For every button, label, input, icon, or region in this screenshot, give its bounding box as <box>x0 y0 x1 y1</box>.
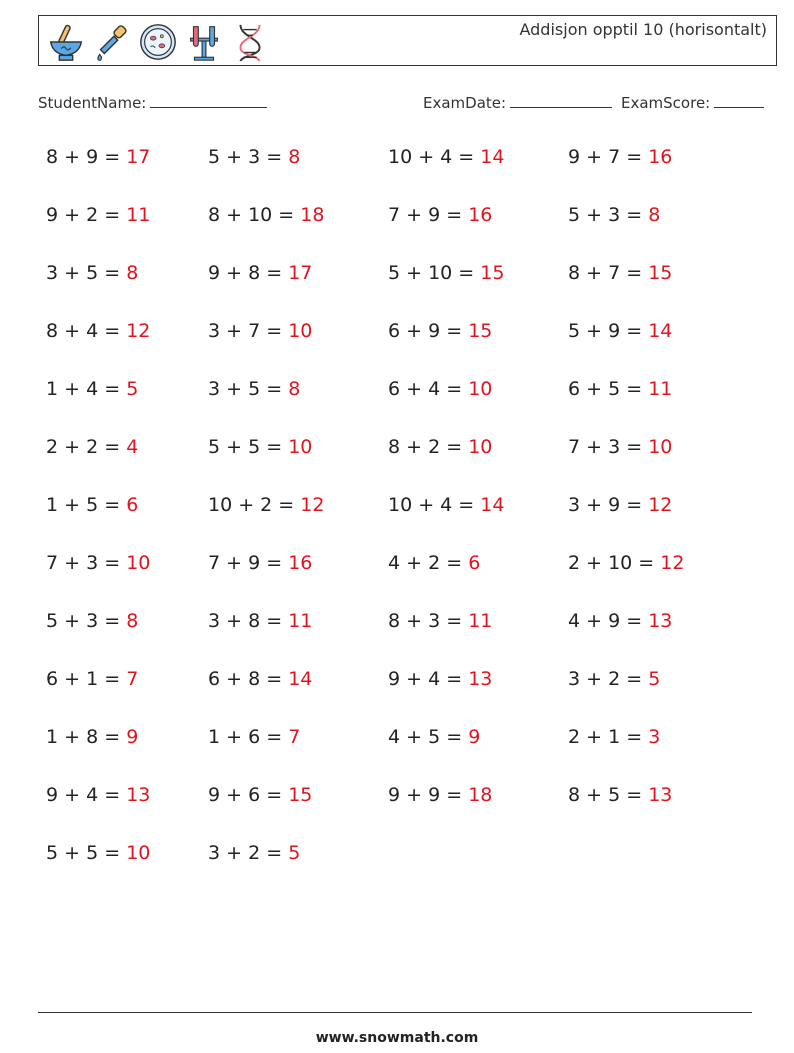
dna-icon <box>229 20 271 64</box>
problem-question: 3 + 2 = <box>568 668 649 690</box>
problem-answer: 15 <box>468 320 493 342</box>
problem-item <box>568 146 672 168</box>
problem-question: 7 + 3 = <box>568 436 649 458</box>
footer-url: www.snowmath.com <box>315 1030 479 1046</box>
problem-question: 6 + 8 = <box>208 668 289 690</box>
problem-question: 5 + 3 = <box>46 610 127 632</box>
exam-score-line[interactable] <box>714 92 764 108</box>
problem-item <box>568 610 672 632</box>
problem-question: 4 + 5 = <box>388 726 469 748</box>
problem-answer: 9 <box>126 726 139 748</box>
problem-question: 1 + 6 = <box>208 726 289 748</box>
problem-question: 9 + 6 = <box>208 784 289 806</box>
problem-question: 10 + 4 = <box>388 146 481 168</box>
problem-answer: 15 <box>648 262 673 284</box>
problem-item <box>46 784 150 806</box>
problem-question: 9 + 4 = <box>46 784 127 806</box>
problem-item <box>388 552 480 574</box>
problem-answer: 18 <box>468 784 493 806</box>
worksheet-title: Addisjon opptil 10 (horisontalt) <box>519 20 767 39</box>
problem-answer: 7 <box>126 668 139 690</box>
problem-question: 3 + 8 = <box>208 610 289 632</box>
problem-question: 1 + 5 = <box>46 494 127 516</box>
problem-answer: 11 <box>288 610 313 632</box>
problem-answer: 7 <box>288 726 301 748</box>
problem-answer: 15 <box>480 262 505 284</box>
problem-item <box>568 436 672 458</box>
problem-answer: 12 <box>126 320 151 342</box>
problem-item <box>568 668 660 690</box>
problem-item <box>568 378 672 400</box>
mortar-pestle-icon <box>45 20 87 64</box>
problem-question: 8 + 7 = <box>568 262 649 284</box>
problem-question: 8 + 4 = <box>46 320 127 342</box>
problem-question: 3 + 2 = <box>208 842 289 864</box>
test-tubes-icon <box>183 20 225 64</box>
problem-item <box>208 378 300 400</box>
problem-item <box>46 726 138 748</box>
problem-question: 7 + 9 = <box>208 552 289 574</box>
problem-item <box>208 262 312 284</box>
problem-question: 5 + 3 = <box>208 146 289 168</box>
problem-question: 8 + 3 = <box>388 610 469 632</box>
problem-answer: 14 <box>480 494 505 516</box>
problem-answer: 16 <box>648 146 673 168</box>
problem-item <box>388 610 492 632</box>
header-icons <box>45 20 271 64</box>
problem-item <box>568 320 672 342</box>
problem-answer: 8 <box>126 262 139 284</box>
problem-question: 9 + 4 = <box>388 668 469 690</box>
problem-question: 2 + 2 = <box>46 436 127 458</box>
problem-item <box>46 204 150 226</box>
problem-item <box>388 726 480 748</box>
problem-item <box>208 552 312 574</box>
problem-item <box>46 146 150 168</box>
problem-question: 4 + 2 = <box>388 552 469 574</box>
exam-date-field[interactable] <box>423 92 612 112</box>
problem-answer: 17 <box>126 146 151 168</box>
problem-question: 2 + 10 = <box>568 552 661 574</box>
exam-score-label: ExamScore: <box>621 94 711 112</box>
problem-question: 5 + 5 = <box>208 436 289 458</box>
problem-question: 9 + 2 = <box>46 204 127 226</box>
problem-item <box>568 204 660 226</box>
problem-item <box>46 668 138 690</box>
exam-score-field[interactable] <box>621 92 764 112</box>
problem-answer: 15 <box>288 784 313 806</box>
problem-item <box>46 320 150 342</box>
problem-answer: 5 <box>288 842 301 864</box>
problem-item <box>388 436 492 458</box>
worksheet-header <box>38 15 777 66</box>
problem-question: 9 + 9 = <box>388 784 469 806</box>
problem-answer: 8 <box>648 204 661 226</box>
dropper-icon <box>91 20 133 64</box>
problem-item <box>388 378 492 400</box>
problem-item <box>568 262 672 284</box>
problem-answer: 4 <box>126 436 139 458</box>
problem-answer: 16 <box>468 204 493 226</box>
problem-question: 1 + 8 = <box>46 726 127 748</box>
problem-answer: 14 <box>648 320 673 342</box>
problem-item <box>46 262 138 284</box>
problem-item <box>388 204 492 226</box>
exam-date-line[interactable] <box>510 92 612 108</box>
petri-dish-icon <box>137 20 179 64</box>
problem-answer: 18 <box>300 204 325 226</box>
info-row <box>38 92 772 116</box>
problem-answer: 14 <box>480 146 505 168</box>
problem-answer: 11 <box>126 204 151 226</box>
problem-item <box>388 784 492 806</box>
problem-item <box>388 146 504 168</box>
problem-question: 8 + 9 = <box>46 146 127 168</box>
problem-answer: 10 <box>288 320 313 342</box>
problem-item <box>388 668 492 690</box>
footer-divider <box>38 1012 752 1013</box>
problem-answer: 12 <box>300 494 325 516</box>
problem-item <box>46 610 138 632</box>
problem-answer: 14 <box>288 668 313 690</box>
problem-answer: 13 <box>648 784 673 806</box>
problem-item <box>208 668 312 690</box>
problem-answer: 9 <box>468 726 481 748</box>
problem-answer: 3 <box>648 726 661 748</box>
student-name-label: StudentName: <box>38 94 147 112</box>
problem-question: 2 + 1 = <box>568 726 649 748</box>
problem-answer: 8 <box>288 146 301 168</box>
problem-question: 3 + 7 = <box>208 320 289 342</box>
problem-item <box>388 262 504 284</box>
exam-date-label: ExamDate: <box>423 94 507 112</box>
problem-question: 10 + 2 = <box>208 494 301 516</box>
problem-question: 8 + 10 = <box>208 204 301 226</box>
problem-question: 5 + 10 = <box>388 262 481 284</box>
problem-question: 7 + 3 = <box>46 552 127 574</box>
problem-question: 10 + 4 = <box>388 494 481 516</box>
student-name-line[interactable] <box>150 92 267 108</box>
problem-answer: 13 <box>648 610 673 632</box>
problem-item <box>46 494 138 516</box>
problem-answer: 17 <box>288 262 313 284</box>
problem-item <box>568 552 684 574</box>
problem-item <box>46 378 138 400</box>
problem-question: 3 + 5 = <box>46 262 127 284</box>
problem-item <box>46 842 150 864</box>
problem-question: 9 + 8 = <box>208 262 289 284</box>
problem-answer: 12 <box>660 552 685 574</box>
problem-answer: 5 <box>126 378 139 400</box>
problem-question: 8 + 2 = <box>388 436 469 458</box>
problem-question: 4 + 9 = <box>568 610 649 632</box>
problem-item <box>388 494 504 516</box>
problem-answer: 10 <box>648 436 673 458</box>
problem-item <box>46 552 150 574</box>
problem-question: 5 + 3 = <box>568 204 649 226</box>
problem-answer: 10 <box>468 378 493 400</box>
problem-answer: 12 <box>648 494 673 516</box>
problem-answer: 10 <box>288 436 313 458</box>
problem-question: 3 + 5 = <box>208 378 289 400</box>
problem-answer: 5 <box>648 668 661 690</box>
problem-answer: 8 <box>288 378 301 400</box>
problem-question: 6 + 5 = <box>568 378 649 400</box>
problem-item <box>568 494 672 516</box>
problem-item <box>208 610 312 632</box>
problem-answer: 6 <box>468 552 481 574</box>
problem-question: 7 + 9 = <box>388 204 469 226</box>
problem-question: 5 + 5 = <box>46 842 127 864</box>
problem-answer: 10 <box>126 842 151 864</box>
problem-item <box>208 436 312 458</box>
problem-item <box>208 494 324 516</box>
problem-question: 6 + 9 = <box>388 320 469 342</box>
problem-item <box>208 146 300 168</box>
problem-answer: 10 <box>468 436 493 458</box>
problem-item <box>208 842 300 864</box>
problem-item <box>208 726 300 748</box>
problem-question: 6 + 1 = <box>46 668 127 690</box>
problem-answer: 11 <box>468 610 493 632</box>
problem-question: 5 + 9 = <box>568 320 649 342</box>
problem-item <box>208 784 312 806</box>
problem-item <box>208 320 312 342</box>
problem-item <box>568 784 672 806</box>
problem-question: 6 + 4 = <box>388 378 469 400</box>
problem-answer: 13 <box>468 668 493 690</box>
problem-question: 9 + 7 = <box>568 146 649 168</box>
problem-answer: 6 <box>126 494 139 516</box>
problem-question: 8 + 5 = <box>568 784 649 806</box>
problem-answer: 8 <box>126 610 139 632</box>
problem-answer: 11 <box>648 378 673 400</box>
problem-answer: 16 <box>288 552 313 574</box>
problem-answer: 10 <box>126 552 151 574</box>
problem-question: 3 + 9 = <box>568 494 649 516</box>
student-name-field[interactable] <box>38 92 267 112</box>
problem-item <box>568 726 660 748</box>
problem-item <box>46 436 138 458</box>
problem-item <box>208 204 324 226</box>
problem-answer: 13 <box>126 784 151 806</box>
problem-item <box>388 320 492 342</box>
problem-question: 1 + 4 = <box>46 378 127 400</box>
